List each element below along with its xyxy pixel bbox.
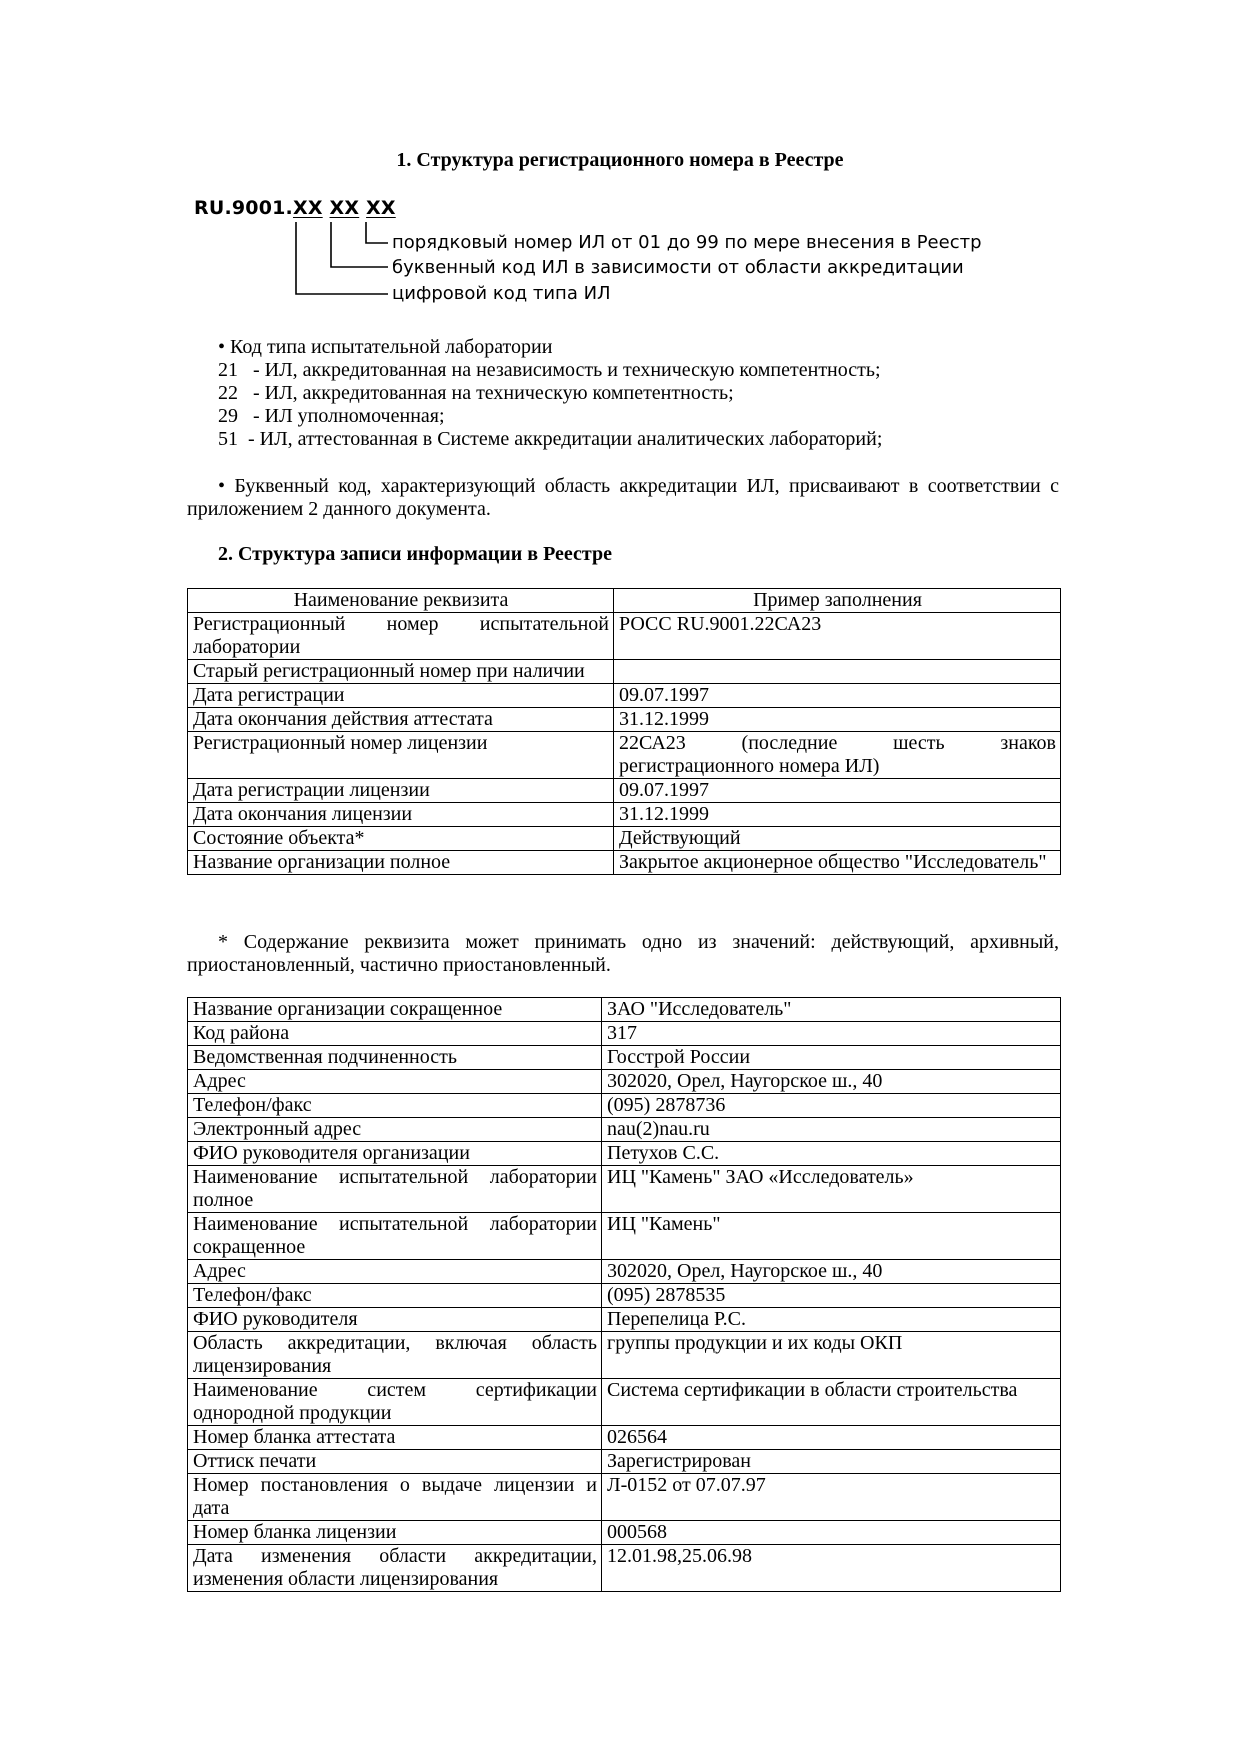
field-value: ИЦ "Камень" (602, 1213, 1061, 1260)
table-row (188, 1379, 1061, 1426)
letter-code-text: • Буквенный код, характеризующий область аккредитации ИЛ, присваивают в соответствии с приложением 2 данного документа. (187, 475, 1059, 520)
field-value (614, 660, 1061, 684)
table-row (188, 1118, 1061, 1142)
field-value: Петухов С.С. (602, 1142, 1061, 1166)
table-row (188, 779, 1061, 803)
field-name: Название организации сокращенное (188, 998, 602, 1022)
field-name: Адрес (188, 1070, 602, 1094)
lab-type-title: • Код типа испытательной лаборатории (218, 336, 553, 358)
table-row (188, 851, 1061, 875)
field-name: Дата изменения области аккредитации, изменения области лицензирования (188, 1545, 602, 1592)
field-value: 09.07.1997 (614, 779, 1061, 803)
field-name: Дата окончания действия аттестата (188, 708, 614, 732)
field-value: (095) 2878736 (602, 1094, 1061, 1118)
field-name: Дата регистрации (188, 684, 614, 708)
field-name: Оттиск печати (188, 1450, 602, 1474)
table-row (188, 1094, 1061, 1118)
organization-details-table (187, 997, 1061, 1592)
section-1-heading: 1. Структура регистрационного номера в Реестре (396, 149, 844, 171)
code-segment-order: XX (366, 197, 396, 219)
table-row (188, 660, 1061, 684)
field-name: Дата регистрации лицензии (188, 779, 614, 803)
field-value: 302020, Орел, Наугорское ш., 40 (602, 1260, 1061, 1284)
field-value: (095) 2878535 (602, 1284, 1061, 1308)
field-value: Зарегистрирован (602, 1450, 1061, 1474)
field-name: Регистрационный номер лицензии (188, 732, 614, 779)
field-name: Наименование систем сертификации однородной продукции (188, 1379, 602, 1426)
field-value: 22СА23 (последние шесть знаков регистрационного номера ИЛ) (614, 732, 1061, 779)
field-name: Наименование испытательной лаборатории сокращенное (188, 1213, 602, 1260)
field-value: группы продукции и их коды ОКП (602, 1332, 1061, 1379)
table-row (188, 1426, 1061, 1450)
table-row (188, 1545, 1061, 1592)
field-name: Электронный адрес (188, 1118, 602, 1142)
field-name: Наименование испытательной лаборатории полное (188, 1166, 602, 1213)
table-row (188, 1450, 1061, 1474)
table-row (188, 998, 1061, 1022)
table-row (188, 803, 1061, 827)
table-row (188, 708, 1061, 732)
field-name: ФИО руководителя организации (188, 1142, 602, 1166)
connector-letter (331, 222, 388, 267)
footnote-text: * Содержание реквизита может принимать одно из значений: действующий, архивный, приостановленный, частично приостановленный. (187, 931, 1059, 976)
field-value: 12.01.98,25.06.98 (602, 1545, 1061, 1592)
field-value: ЗАО "Исследователь" (602, 998, 1061, 1022)
connector-type (296, 222, 388, 294)
code-segment-letter: XX (329, 197, 360, 219)
table-row (188, 732, 1061, 779)
field-name: Номер бланка аттестата (188, 1426, 602, 1450)
table-row (188, 1521, 1061, 1545)
field-name: Номер бланка лицензии (188, 1521, 602, 1545)
field-name: Телефон/факс (188, 1284, 602, 1308)
list-item: 21 - ИЛ, аккредитованная на независимость и техническую компетентность; (218, 359, 881, 381)
column-header: Наименование реквизита (188, 589, 614, 613)
field-name: Состояние объекта* (188, 827, 614, 851)
field-value: 31.12.1999 (614, 708, 1061, 732)
field-value: 09.07.1997 (614, 684, 1061, 708)
field-value: 026564 (602, 1426, 1061, 1450)
table-row (188, 1308, 1061, 1332)
code-prefix: RU.9001. (194, 197, 293, 219)
field-name: Название организации полное (188, 851, 614, 875)
field-name: Номер постановления о выдаче лицензии и дата (188, 1474, 602, 1521)
field-name: Код района (188, 1022, 602, 1046)
field-value: 302020, Орел, Наугорское ш., 40 (602, 1070, 1061, 1094)
table-row (188, 1166, 1061, 1213)
field-value: РОСС RU.9001.22СА23 (614, 613, 1061, 660)
table-row (188, 1142, 1061, 1166)
field-value: 000568 (602, 1521, 1061, 1545)
table-row (188, 1046, 1061, 1070)
diagram-letter-description: буквенный код ИЛ в зависимости от области аккредитации (392, 257, 964, 278)
table-row (188, 1022, 1061, 1046)
list-item: 22 - ИЛ, аккредитованная на техническую компетентность; (218, 382, 734, 404)
diagram-order-description: порядковый номер ИЛ от 01 до 99 по мере внесения в Реестр (392, 232, 982, 253)
field-value: Система сертификации в области строительства (602, 1379, 1061, 1426)
table-row (188, 1070, 1061, 1094)
column-header: Пример заполнения (614, 589, 1061, 613)
field-value: Госстрой России (602, 1046, 1061, 1070)
lab-type-list (218, 336, 882, 451)
table-row (188, 613, 1061, 660)
section-2-heading: 2. Структура записи информации в Реестре (218, 543, 612, 565)
field-value: ИЦ "Камень" ЗАО «Исследователь» (602, 1166, 1061, 1213)
letter-code-paragraph (187, 475, 1059, 521)
table-row (188, 684, 1061, 708)
field-name: ФИО руководителя (188, 1308, 602, 1332)
field-value: 317 (602, 1022, 1061, 1046)
table-row (188, 827, 1061, 851)
field-name: Дата окончания лицензии (188, 803, 614, 827)
list-item: 51 - ИЛ, аттестованная в Системе аккредитации аналитических лабораторий; (218, 428, 883, 450)
code-segment-type: XX (292, 197, 323, 219)
connector-order (366, 222, 388, 243)
field-value: Л-0152 от 07.07.97 (602, 1474, 1061, 1521)
field-name: Регистрационный номер испытательной лаборатории (188, 613, 614, 660)
field-name: Телефон/факс (188, 1094, 602, 1118)
table-row (188, 1332, 1061, 1379)
footnote-paragraph (187, 931, 1059, 977)
field-value: nau(2)nau.ru (602, 1118, 1061, 1142)
field-value: Действующий (614, 827, 1061, 851)
table-header-row (188, 589, 1061, 613)
field-name: Ведомственная подчиненность (188, 1046, 602, 1070)
field-value: 31.12.1999 (614, 803, 1061, 827)
table-row (188, 1284, 1061, 1308)
list-item: 29 - ИЛ уполномоченная; (218, 405, 445, 427)
field-value: Перепелица Р.С. (602, 1308, 1061, 1332)
diagram-type-description: цифровой код типа ИЛ (392, 283, 611, 304)
table-row (188, 1474, 1061, 1521)
field-name: Адрес (188, 1260, 602, 1284)
field-name: Старый регистрационный номер при наличии (188, 660, 614, 684)
registry-record-table (187, 588, 1061, 875)
table-row (188, 1213, 1061, 1260)
table-row (188, 1260, 1061, 1284)
field-value: Закрытое акционерное общество "Исследователь" (614, 851, 1061, 875)
field-name: Область аккредитации, включая область лицензирования (188, 1332, 602, 1379)
